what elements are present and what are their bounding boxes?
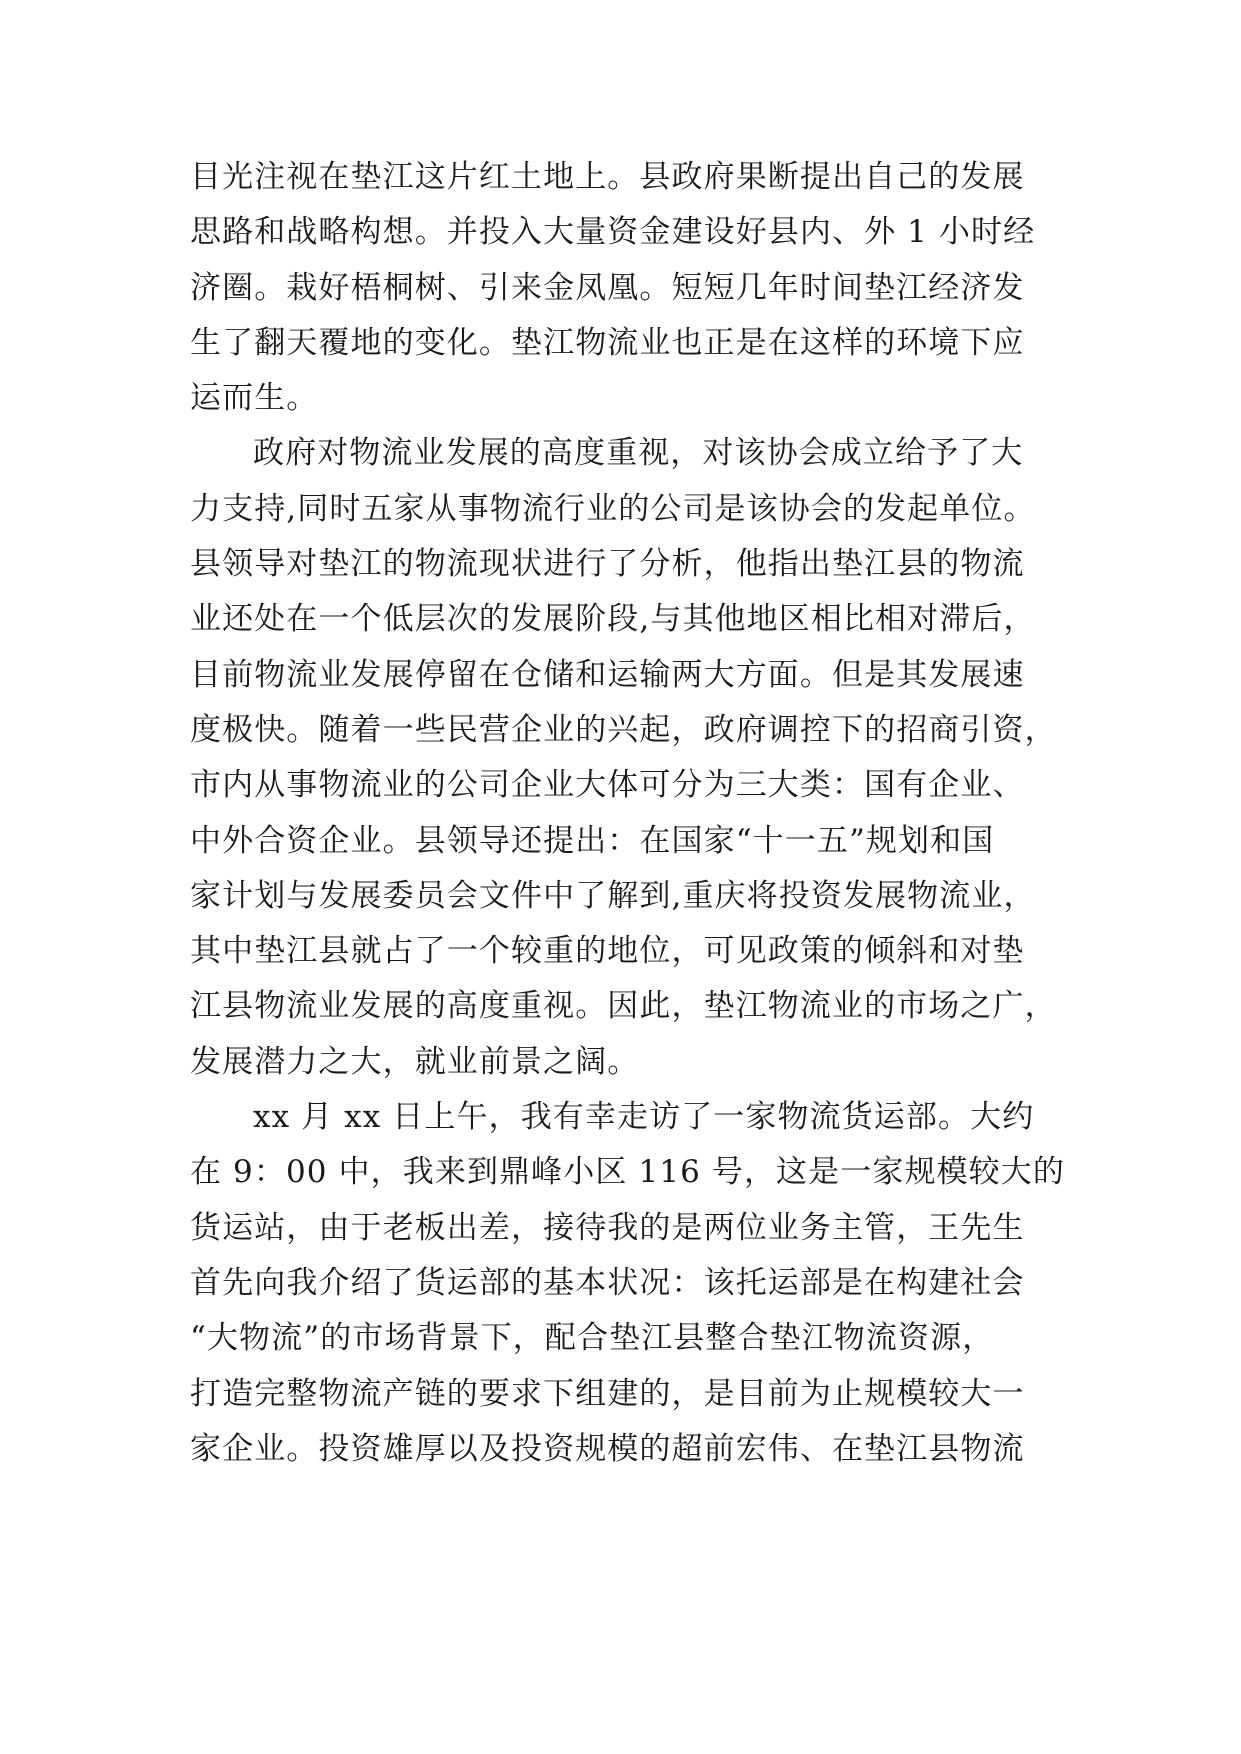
text-line: 其中垫江县就占了一个较重的地位，可见政策的倾斜和对垫 [190,933,1025,970]
paragraph-2 [190,426,1070,1090]
text-line: 在 9：00 中，我来到鼎峰小区 116 号，这是一家规模较大的 [190,1154,1065,1191]
text-line: 思路和战略构想。并投入大量资金建设好县内、外 1 小时经 [190,214,1036,251]
text-line: 打造完整物流产链的要求下组建的，是目前为止规模较大一 [190,1375,1025,1412]
text-line: 业还处在一个低层次的发展阶段,与其他地区相比相对滞后， [190,601,1036,638]
text-line: 市内从事物流业的公司企业大体可分为三大类：国有企业、 [190,767,1025,804]
text-line: 度极快。随着一些民营企业的兴起，政府调控下的招商引资， [190,711,1057,748]
text-line: 目前物流业发展停留在仓储和运输两大方面。但是其发展速 [190,656,1025,693]
text-line: 发展潜力之大，就业前景之阔。 [190,1043,640,1080]
text-line: 首先向我介绍了货运部的基本状况：该托运部是在构建社会 [190,1264,1025,1301]
text-line: “大物流”的市场背景下，配合垫江县整合垫江物流资源， [190,1320,995,1357]
text-line: 目光注视在垫江这片红土地上。县政府果断提出自己的发展 [190,159,1025,195]
text-line: 政府对物流业发展的高度重视，对该协会成立给予了大 [253,435,1024,472]
text-line: 江县物流业发展的高度重视。因此，垫江物流业的市场之广， [190,988,1057,1025]
text-line: 力支持,同时五家从事物流行业的公司是该协会的发起单位。 [190,490,1036,527]
text-line: 中外合资企业。县领导还提出：在国家“十一五”规划和国 [190,822,995,859]
text-line: 货运站，由于老板出差，接待我的是两位业务主管，王先生 [190,1209,1025,1246]
paragraph-1 [190,150,1070,426]
text-line: 家计划与发展委员会文件中了解到,重庆将投资发展物流业， [190,877,1036,914]
text-line: 济圈。栽好梧桐树、引来金凤凰。短短几年时间垫江经济发 [190,269,1025,306]
text-line: 县领导对垫江的物流现状进行了分析，他指出垫江县的物流 [190,546,1025,583]
text-line: 运而生。 [190,380,319,417]
text-line: 家企业。投资雄厚以及投资规模的超前宏伟、在垫江县物流 [190,1430,1025,1467]
document-body [190,150,1070,1477]
text-line: xx 月 xx 日上午，我有幸走访了一家物流货运部。大约 [253,1099,1035,1136]
paragraph-3 [190,1090,1070,1477]
text-line: 生了翻天覆地的变化。垫江物流业也正是在这样的环境下应 [190,324,1025,361]
